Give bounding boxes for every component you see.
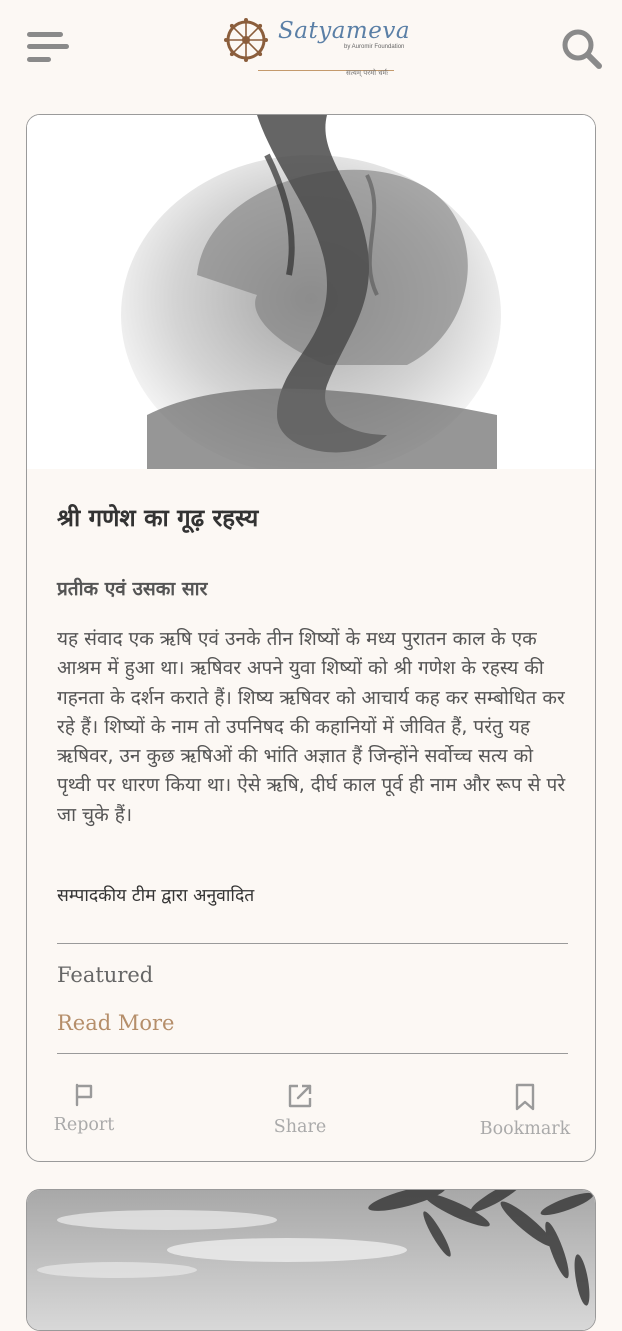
logo-tagline: सत्यम् परमो धर्मः bbox=[346, 69, 389, 77]
dharma-wheel-icon bbox=[224, 18, 268, 62]
read-more-link[interactable]: Read More bbox=[57, 1011, 175, 1035]
article-card bbox=[26, 114, 596, 1162]
share-label: Share bbox=[273, 1117, 327, 1137]
article-image[interactable] bbox=[27, 115, 595, 469]
search-icon[interactable] bbox=[561, 28, 603, 70]
article-credit: सम्पादकीय टीम द्वारा अनुवादित bbox=[57, 886, 255, 906]
share-button[interactable] bbox=[265, 1083, 335, 1137]
logo-wordmark: Satyameva bbox=[278, 18, 411, 44]
bookmark-label: Bookmark bbox=[479, 1119, 571, 1139]
ganesh-artwork bbox=[27, 115, 595, 469]
article-subtitle: प्रतीक एवं उसका सार bbox=[57, 578, 208, 600]
bookmark-icon bbox=[514, 1083, 536, 1111]
report-button[interactable] bbox=[49, 1083, 119, 1135]
report-label: Report bbox=[53, 1115, 115, 1135]
article-title[interactable]: श्री गणेश का गूढ़ रहस्य bbox=[57, 504, 259, 532]
share-icon bbox=[287, 1083, 313, 1109]
next-article-image bbox=[27, 1190, 595, 1330]
satyameva-logo[interactable] bbox=[224, 16, 411, 82]
bookmark-button[interactable] bbox=[477, 1083, 573, 1139]
divider bbox=[57, 1053, 568, 1054]
logo-byline: by Auromir Foundation bbox=[344, 44, 405, 50]
hamburger-menu-icon[interactable] bbox=[27, 30, 71, 66]
category-label: Featured bbox=[57, 963, 154, 987]
app-header bbox=[0, 0, 622, 100]
article-excerpt: यह संवाद एक ऋषि एवं उनके तीन शिष्यों के मध्य पुरातन काल के एक आश्रम में हुआ था। ऋषिवर अपने युवा शिष्यों को श्री गणेश के रहस्य की गहनता के दर्शन कराते हैं। शिष्य ऋषिवर को आचार्य कह कर सम्बोधित कर रहे हैं। शिष्यों के नाम तो उपनिषद की कहानियों में जीवित हैं, परंतु यह ऋषिवर, उन कुछ ऋषिओं की भांति अज्ञात हैं जिन्होंने सर्वोच्च सत्य को पृथ्वी पर धारण किया था। ऐसे ऋषि, दीर्घ काल पूर्व ही नाम और रूप से परे जा चुके हैं। bbox=[57, 628, 566, 826]
article-card-next[interactable] bbox=[26, 1189, 596, 1331]
flag-icon bbox=[73, 1083, 95, 1107]
divider bbox=[57, 943, 568, 944]
